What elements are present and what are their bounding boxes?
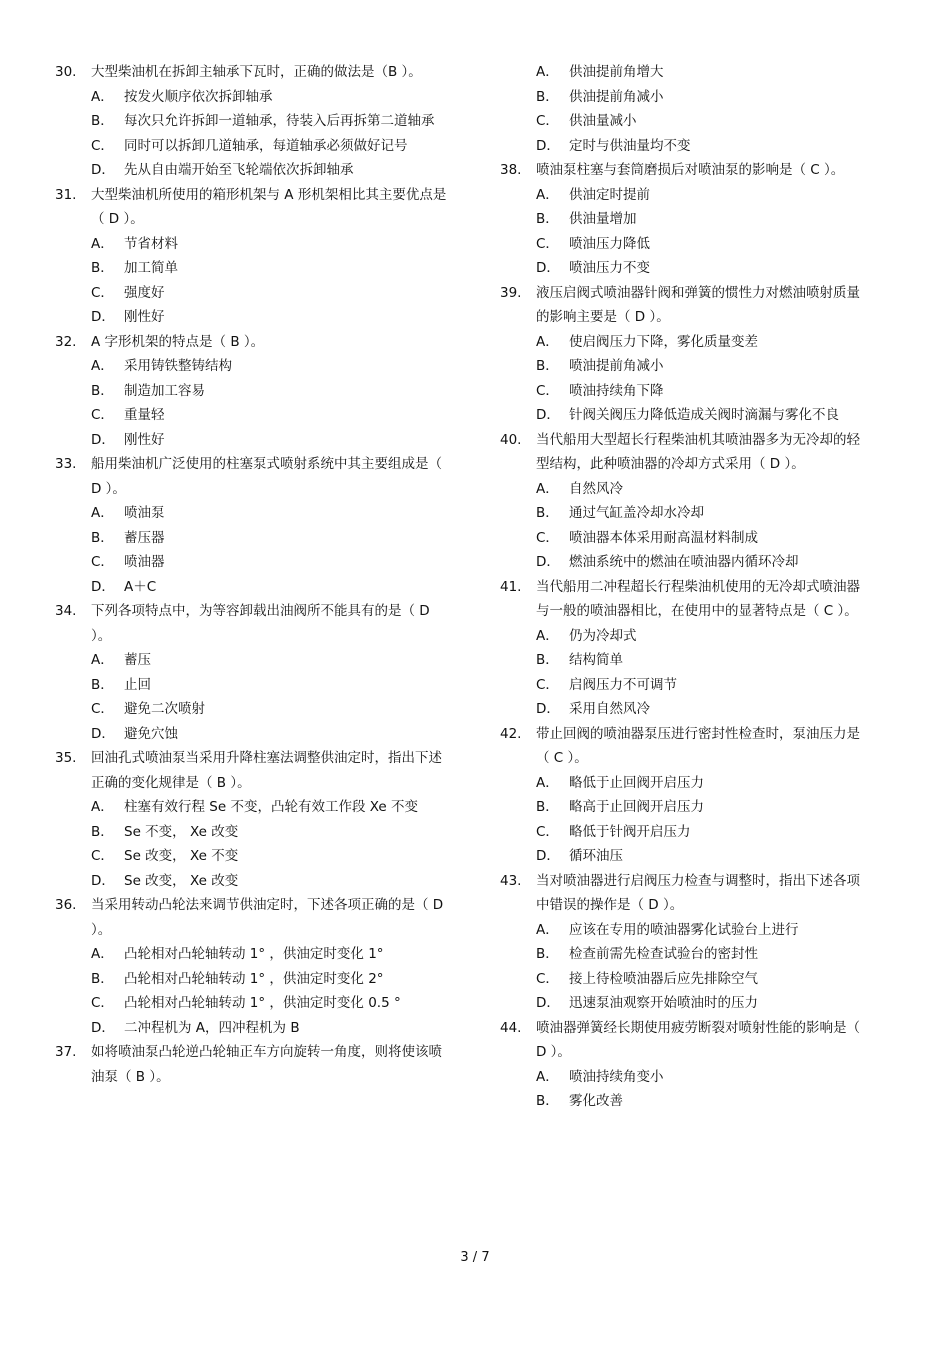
option-letter: B． xyxy=(536,358,559,374)
option-letter: C． xyxy=(91,284,114,301)
question-number: 39. xyxy=(500,284,522,301)
answer-option xyxy=(55,109,450,134)
answer-option xyxy=(55,575,450,600)
option-text: 喷油泵 xyxy=(124,505,165,521)
option-text: 针阀关阀压力降低造成关阀时滴漏与雾化不良 xyxy=(569,407,839,423)
answer-option xyxy=(500,844,870,869)
option-text: 刚性好 xyxy=(124,431,165,448)
option-letter: C． xyxy=(91,701,114,717)
option-letter: B． xyxy=(536,88,559,105)
answer-option xyxy=(500,550,870,575)
option-text: 强度好 xyxy=(124,284,165,301)
answer-option xyxy=(55,869,450,894)
question-item xyxy=(500,158,870,183)
answer-option xyxy=(55,550,450,575)
option-text: Se 改变， Xe 不变 xyxy=(124,848,239,864)
answer-option xyxy=(500,991,870,1016)
option-letter: D． xyxy=(91,309,115,325)
option-letter: A． xyxy=(536,186,559,203)
answer-option xyxy=(55,305,450,330)
answer-option xyxy=(500,918,870,943)
question-text: 大型柴油机在拆卸主轴承下瓦时，正确的做法是（B ）。 xyxy=(91,64,422,80)
answer-option xyxy=(55,844,450,869)
answer-option xyxy=(500,526,870,551)
answer-option xyxy=(500,256,870,281)
option-text: 蓄压器 xyxy=(124,529,165,546)
answer-option xyxy=(500,501,870,526)
option-letter: A． xyxy=(536,1068,559,1085)
answer-option xyxy=(500,697,870,722)
option-text: 重量轻 xyxy=(124,407,165,423)
option-text: 自然风冷 xyxy=(569,480,623,497)
answer-option xyxy=(55,428,450,453)
question-number: 38. xyxy=(500,162,522,178)
option-letter: B． xyxy=(91,113,114,129)
option-letter: D． xyxy=(91,578,115,595)
option-text: 检查前需先检查试验台的密封性 xyxy=(569,946,758,962)
answer-option xyxy=(500,403,870,428)
question-number: 37. xyxy=(55,1044,77,1060)
answer-option xyxy=(500,232,870,257)
option-letter: C． xyxy=(91,995,114,1011)
answer-option xyxy=(55,281,450,306)
option-letter: D． xyxy=(91,162,115,178)
question-text: 回油孔式喷油泵当采用升降柱塞法调整供油定时，指出下述正确的变化规律是（ B ）。 xyxy=(91,750,442,791)
option-text: 喷油持续角变小 xyxy=(569,1068,664,1085)
question-text: 当采用转动凸轮法来调节供油定时，下述各项正确的是（ D ）。 xyxy=(91,897,444,938)
option-text: Se 改变， Xe 改变 xyxy=(124,872,239,889)
question-item xyxy=(55,1040,450,1089)
option-letter: B． xyxy=(536,505,559,521)
question-text: 下列各项特点中，为等容卸载出油阀所不能具有的是（ D ）。 xyxy=(91,603,430,644)
answer-option xyxy=(500,820,870,845)
answer-option xyxy=(55,967,450,992)
question-item xyxy=(55,893,450,942)
answer-option xyxy=(500,183,870,208)
option-text: 喷油压力不变 xyxy=(569,260,650,276)
option-letter: A． xyxy=(91,505,114,521)
option-letter: B． xyxy=(91,676,114,693)
option-letter: D． xyxy=(536,137,560,154)
question-number: 36. xyxy=(55,897,77,913)
answer-option xyxy=(500,85,870,110)
answer-option xyxy=(500,771,870,796)
option-letter: B． xyxy=(91,529,114,546)
option-text: 蓄压 xyxy=(124,652,151,668)
answer-option xyxy=(55,379,450,404)
option-text: 定时与供油量均不变 xyxy=(569,137,691,154)
option-text: 使启阀压力下降，雾化质量变差 xyxy=(569,333,758,350)
answer-option xyxy=(55,942,450,967)
answer-option xyxy=(500,379,870,404)
answer-option xyxy=(55,697,450,722)
option-letter: C． xyxy=(536,676,559,693)
question-item xyxy=(500,722,870,771)
answer-option xyxy=(500,673,870,698)
question-text: 当代船用二冲程超长行程柴油机使用的无冷却式喷油器与一般的喷油器相比，在使用中的显著特点是（ C ）。 xyxy=(536,578,860,619)
option-text: 二冲程机为 A，四冲程机为 B xyxy=(124,1019,300,1036)
option-letter: A． xyxy=(536,64,559,80)
option-letter: C． xyxy=(91,554,114,570)
option-text: 喷油器本体采用耐高温材料制成 xyxy=(569,529,758,546)
question-item xyxy=(500,428,870,477)
option-text: 采用自然风冷 xyxy=(569,701,650,717)
option-letter: C． xyxy=(536,235,559,252)
question-item xyxy=(500,575,870,624)
option-letter: C． xyxy=(91,407,114,423)
option-letter: A． xyxy=(536,333,559,350)
option-letter: D． xyxy=(536,554,560,570)
option-letter: D． xyxy=(536,848,560,864)
option-text: 加工简单 xyxy=(124,260,178,276)
option-letter: A． xyxy=(536,921,559,938)
question-text: 带止回阀的喷油器泵压进行密封性检查时，泵油压力是（ C ）。 xyxy=(536,725,860,766)
option-text: 凸轮相对凸轮轴转动 1° ，供油定时变化 0.5 ° xyxy=(124,995,401,1011)
question-text: A 字形机架的特点是（ B ）。 xyxy=(91,333,265,350)
question-text: 船用柴油机广泛使用的柱塞泵式喷射系统中其主要组成是（ D ）。 xyxy=(91,456,442,497)
option-text: 供油提前角增大 xyxy=(569,64,664,80)
option-text: 略低于止回阀开启压力 xyxy=(569,774,704,791)
option-text: 喷油压力降低 xyxy=(569,235,650,252)
option-text: 燃油系统中的燃油在喷油器内循环冷却 xyxy=(569,554,799,570)
option-text: 略高于止回阀开启压力 xyxy=(569,799,704,815)
option-letter: C． xyxy=(536,529,559,546)
option-letter: D． xyxy=(91,725,115,742)
question-text: 大型柴油机所使用的箱形机架与 A 形机架相比其主要优点是（ D ）。 xyxy=(91,186,447,227)
option-letter: D． xyxy=(536,701,560,717)
option-letter: B． xyxy=(91,382,114,399)
option-text: 同时可以拆卸几道轴承，每道轴承必须做好记号 xyxy=(124,137,408,154)
option-text: 供油量增加 xyxy=(569,211,637,227)
question-number: 42. xyxy=(500,725,522,742)
question-item xyxy=(55,183,450,232)
answer-option xyxy=(500,1089,870,1114)
option-text: 通过气缸盖冷却水冷却 xyxy=(569,505,704,521)
answer-option xyxy=(55,134,450,159)
answer-option xyxy=(500,60,870,85)
option-text: Se 不变， Xe 改变 xyxy=(124,823,239,840)
question-item xyxy=(55,746,450,795)
option-letter: D． xyxy=(536,407,560,423)
answer-option xyxy=(55,85,450,110)
option-letter: A． xyxy=(536,774,559,791)
option-letter: A． xyxy=(91,946,114,962)
question-item xyxy=(500,869,870,918)
option-text: 喷油器 xyxy=(124,554,165,570)
option-text: 每次只允许拆卸一道轴承，待装入后再拆第二道轴承 xyxy=(124,113,435,129)
question-number: 32. xyxy=(55,333,77,350)
option-text: 仍为冷却式 xyxy=(569,627,637,644)
option-text: 凸轮相对凸轮轴转动 1° ，供油定时变化 1° xyxy=(124,946,384,962)
option-letter: B． xyxy=(536,211,559,227)
option-text: 制造加工容易 xyxy=(124,382,205,399)
option-letter: B． xyxy=(91,260,114,276)
answer-option xyxy=(500,207,870,232)
option-text: 供油提前角减小 xyxy=(569,88,664,105)
option-letter: A． xyxy=(91,235,114,252)
answer-option xyxy=(500,795,870,820)
question-item xyxy=(55,60,450,85)
question-number: 30. xyxy=(55,64,77,80)
answer-option xyxy=(55,820,450,845)
option-letter: A． xyxy=(91,652,114,668)
question-text: 液压启阀式喷油器针阀和弹簧的惯性力对燃油喷射质量的影响主要是（ D ）。 xyxy=(536,284,860,325)
answer-option xyxy=(500,109,870,134)
answer-option xyxy=(55,648,450,673)
option-text: 柱塞有效行程 Se 不变，凸轮有效工作段 Xe 不变 xyxy=(124,799,418,815)
question-item xyxy=(55,452,450,501)
option-letter: B． xyxy=(536,946,559,962)
question-number: 44. xyxy=(500,1019,522,1036)
answer-option xyxy=(500,134,870,159)
option-text: 喷油提前角减小 xyxy=(569,358,664,374)
option-text: 迅速泵油观察开始喷油时的压力 xyxy=(569,995,758,1011)
answer-option xyxy=(55,991,450,1016)
option-letter: B． xyxy=(536,1093,559,1109)
option-text: 止回 xyxy=(124,676,151,693)
answer-option xyxy=(55,354,450,379)
option-text: 避免穴蚀 xyxy=(124,725,178,742)
question-text: 喷油泵柱塞与套筒磨损后对喷油泵的影响是（ C ）。 xyxy=(536,162,845,178)
answer-option xyxy=(55,1016,450,1041)
answer-option xyxy=(500,330,870,355)
option-text: 节省材料 xyxy=(124,235,178,252)
option-text: 结构简单 xyxy=(569,652,623,668)
option-text: 接上待检喷油器后应先排除空气 xyxy=(569,970,758,987)
option-letter: C． xyxy=(91,848,114,864)
answer-option xyxy=(55,722,450,747)
question-number: 41. xyxy=(500,578,522,595)
page-number: 3 / 7 xyxy=(460,1250,490,1265)
question-number: 31. xyxy=(55,186,77,203)
answer-option xyxy=(500,1065,870,1090)
option-letter: C． xyxy=(536,823,559,840)
option-text: 采用铸铁整铸结构 xyxy=(124,358,232,374)
option-letter: D． xyxy=(91,872,115,889)
option-letter: D． xyxy=(536,260,560,276)
question-number: 40. xyxy=(500,431,522,448)
question-item xyxy=(500,1016,870,1065)
answer-option xyxy=(55,526,450,551)
answer-option xyxy=(500,624,870,649)
question-text: 喷油器弹簧经长期使用疲劳断裂对喷射性能的影响是（ D ）。 xyxy=(536,1019,860,1060)
option-text: 喷油持续角下降 xyxy=(569,382,664,399)
question-number: 34. xyxy=(55,603,77,619)
option-text: 应该在专用的喷油器雾化试验台上进行 xyxy=(569,921,799,938)
option-text: 略低于针阀开启压力 xyxy=(569,823,691,840)
option-text: 按发火顺序依次拆卸轴承 xyxy=(124,88,273,105)
left-column xyxy=(55,60,450,1089)
option-letter: D． xyxy=(536,995,560,1011)
option-letter: A． xyxy=(91,799,114,815)
option-letter: C． xyxy=(536,382,559,399)
answer-option xyxy=(55,501,450,526)
question-number: 33. xyxy=(55,456,77,472)
answer-option xyxy=(500,477,870,502)
option-letter: A． xyxy=(91,358,114,374)
answer-option xyxy=(55,795,450,820)
question-number: 35. xyxy=(55,750,77,766)
answer-option xyxy=(500,648,870,673)
right-column xyxy=(500,60,870,1114)
option-letter: D． xyxy=(91,1019,115,1036)
option-letter: D． xyxy=(91,431,115,448)
option-text: 凸轮相对凸轮轴转动 1° ，供油定时变化 2° xyxy=(124,970,384,987)
option-text: 启阀压力不可调节 xyxy=(569,676,677,693)
option-letter: B． xyxy=(536,652,559,668)
option-text: 避免二次喷射 xyxy=(124,701,205,717)
question-text: 当代船用大型超长行程柴油机其喷油器多为无冷却的轻型结构，此种喷油器的冷却方式采用（ D ）。 xyxy=(536,431,860,472)
option-letter: B． xyxy=(536,799,559,815)
question-number: 43. xyxy=(500,872,522,889)
answer-option xyxy=(55,673,450,698)
option-text: 供油量减小 xyxy=(569,113,637,129)
option-letter: A． xyxy=(536,480,559,497)
option-text: 雾化改善 xyxy=(569,1093,623,1109)
option-letter: C． xyxy=(536,113,559,129)
option-letter: C． xyxy=(536,970,559,987)
option-text: A＋C xyxy=(124,578,157,595)
option-letter: B． xyxy=(91,970,114,987)
option-text: 循环油压 xyxy=(569,848,623,864)
answer-option xyxy=(55,403,450,428)
option-text: 先从自由端开始至飞轮端依次拆卸轴承 xyxy=(124,162,354,178)
option-letter: B． xyxy=(91,823,114,840)
question-item xyxy=(55,599,450,648)
question-text: 如将喷油泵凸轮逆凸轮轴正车方向旋转一角度，则将使该喷油泵（ B ）。 xyxy=(91,1044,442,1085)
answer-option xyxy=(500,354,870,379)
question-item xyxy=(500,281,870,330)
answer-option xyxy=(55,256,450,281)
question-text: 当对喷油器进行启阀压力检查与调整时，指出下述各项中错误的操作是（ D ）。 xyxy=(536,872,860,913)
option-text: 刚性好 xyxy=(124,309,165,325)
option-text: 供油定时提前 xyxy=(569,186,650,203)
option-letter: C． xyxy=(91,137,114,154)
question-item xyxy=(55,330,450,355)
answer-option xyxy=(55,158,450,183)
option-letter: A． xyxy=(91,88,114,105)
answer-option xyxy=(55,232,450,257)
answer-option xyxy=(500,967,870,992)
option-letter: A． xyxy=(536,627,559,644)
answer-option xyxy=(500,942,870,967)
